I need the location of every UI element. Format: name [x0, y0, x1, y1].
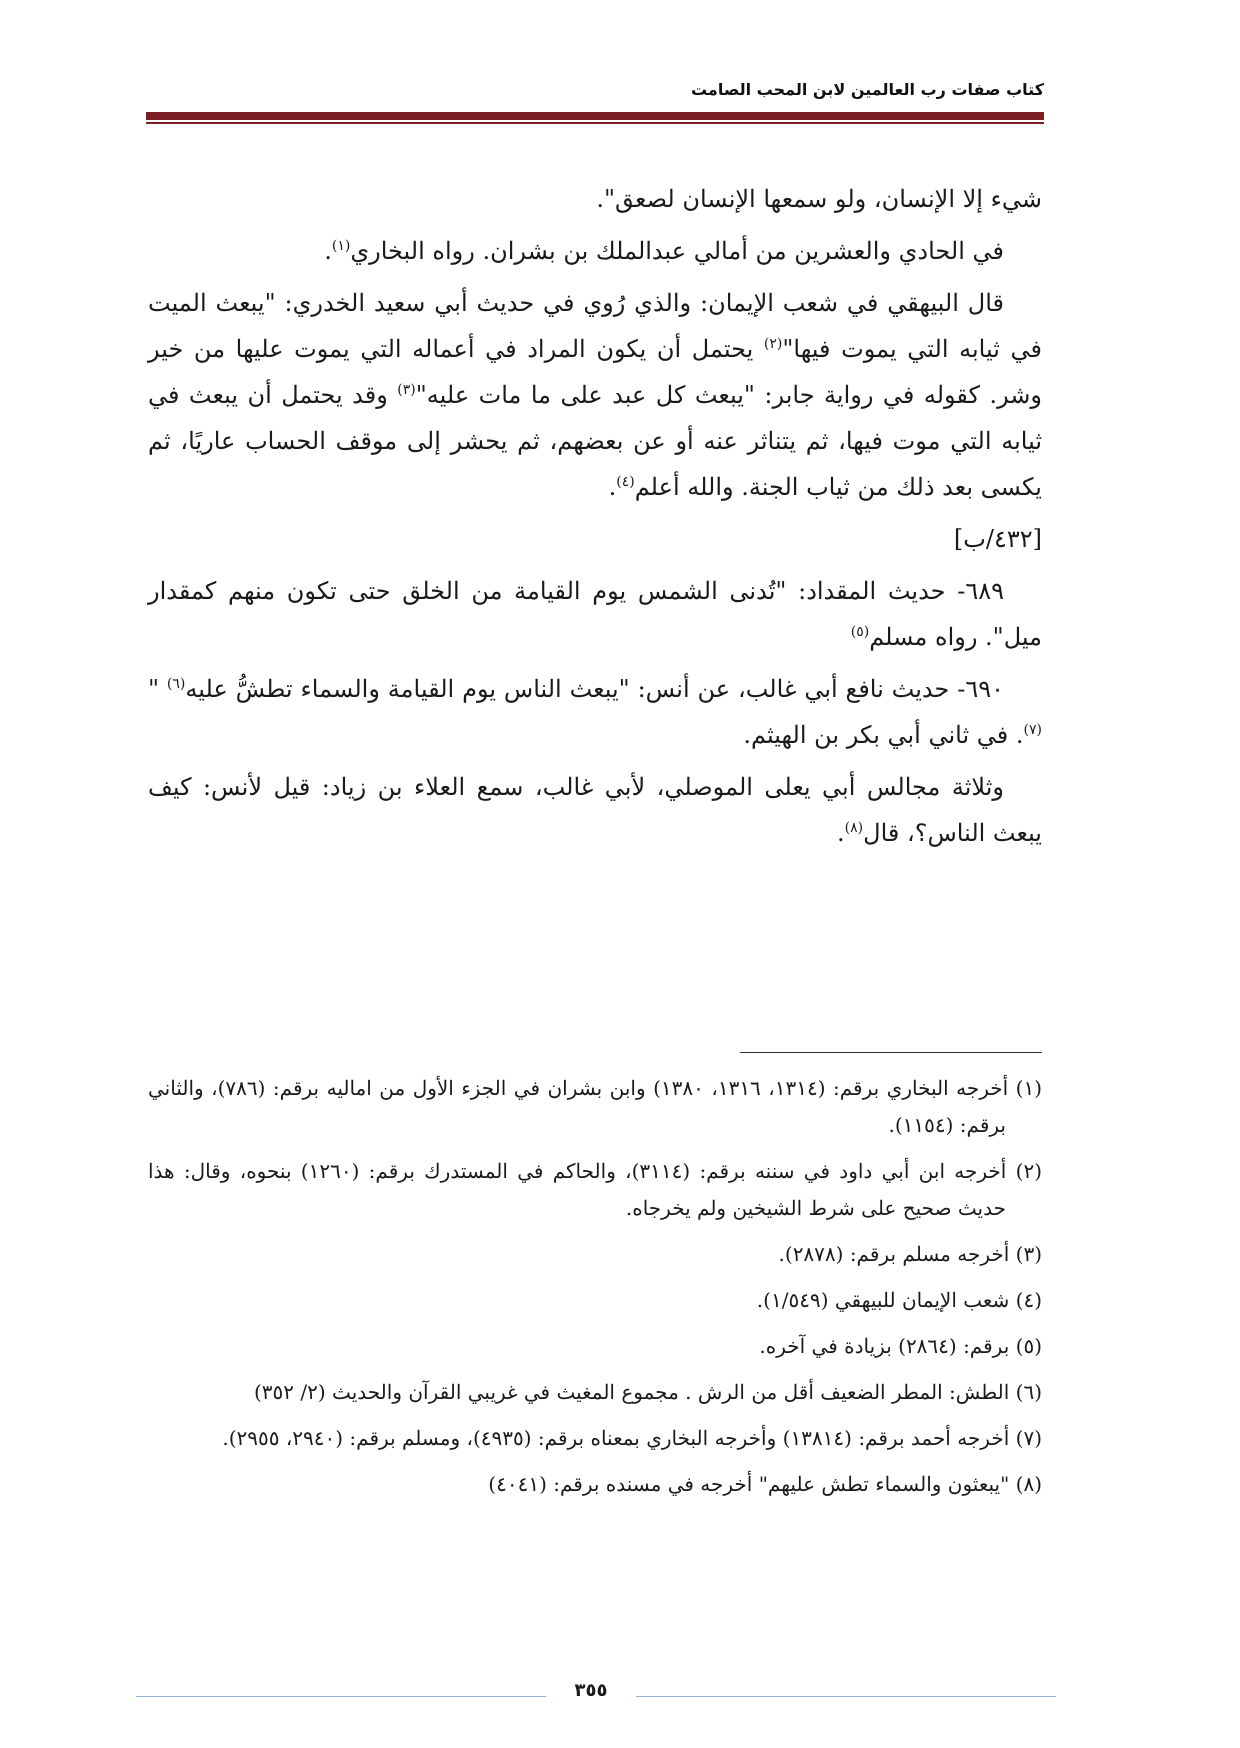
paragraph-continuation	[148, 176, 1042, 222]
footnotes	[148, 1070, 1042, 1512]
page-number: ٣٥٥	[574, 1680, 608, 1701]
footnote-6: (٦) الطش: المطر الضعيف أقل من الرش . مجموع المغيث في غريبي القرآن والحديث (٢/ ٣٥٢)	[253, 1380, 1042, 1404]
paragraph-text: في الحادي والعشرين من أمالي عبدالملك بن بشران. رواه البخاري	[350, 237, 1004, 265]
footnote-3: (٣) أخرجه مسلم برقم: (٢٨٧٨).	[778, 1242, 1042, 1266]
running-header-title: كتاب صفات رب العالمين لابن المحب الصامت	[690, 80, 1044, 99]
footnote-ref: (٥)	[850, 624, 870, 640]
paragraph-text: وثلاثة مجالس أبي يعلى الموصلي، لأبي غالب، سمع العلاء بن زياد: قيل لأنس: كيف يبعث الناس؟، قال	[148, 773, 1042, 847]
main-text	[148, 176, 1042, 862]
paragraph-source	[148, 228, 1042, 274]
footnote-2: (٢) أخرجه ابن أبي داود في سننه برقم: (٣١١٤)، والحاكم في المستدرك برقم: (١٢٦٠) بنحوه، وقال: هذا حديث صحيح على شرط الشيخين ولم يخرجاه.	[148, 1159, 1042, 1220]
footnote-5: (٥) برقم: (٢٨٦٤) بزيادة في آخره.	[759, 1334, 1042, 1358]
footnote-ref: (٤)	[616, 474, 635, 490]
paragraph-abu-yala	[148, 764, 1042, 856]
hadith-690	[148, 666, 1042, 758]
footnote-ref: (٨)	[844, 820, 864, 836]
footnote-ref: (٧)	[1023, 722, 1042, 738]
footnote-ref: (٢)	[763, 336, 783, 352]
header-rule	[146, 112, 1044, 120]
footnote-7: (٧) أخرجه أحمد برقم: (١٣٨١٤) وأخرجه البخاري بمعناه برقم: (٤٩٣٥)، ومسلم برقم: (٢٩٤٠، ٢٩٥٥).	[222, 1426, 1042, 1450]
paragraph-text: يحتمل أن يكون المراد في أعماله التي يموت عليها من خير وشر. كقوله في رواية جابر: "يبعث كل عبد على ما مات عليه"	[148, 335, 1043, 409]
paragraph-text: ٦٩٠- حديث نافع أبي غالب، عن أنس: "يبعث الناس يوم القيامة والسماء تطشُّ عليه	[185, 675, 1004, 703]
footnote-ref: (٦)	[166, 676, 186, 692]
footnote-separator	[740, 1052, 1042, 1053]
punctuation: .	[608, 473, 617, 501]
footnote-1: (١) أخرجه البخاري برقم: (١٣١٤، ١٣١٦، ١٣٨٠) وابن بشران في الجزء الأول من اماليه برقم: (٧٨٦)، والثاني برقم: (١١٥٤).	[148, 1076, 1043, 1137]
hadith-689	[148, 568, 1042, 660]
footer-line-left	[136, 1696, 546, 1697]
paragraph-text: "	[148, 675, 167, 703]
footnote-8: (٨) "يبعثون والسماء تطش عليهم" أخرجه في مسنده برقم: (٤٠٤١)	[488, 1472, 1042, 1496]
header-rule-thin	[146, 122, 1044, 124]
manuscript-folio-marker: [٤٣٢/ب]	[953, 525, 1042, 553]
paragraph-bayhaqi	[148, 280, 1042, 510]
footnote-ref: (٣)	[397, 382, 416, 398]
paragraph-text: ٦٨٩- حديث المقداد: "تُدنى الشمس يوم القيامة من الخلق حتى تكون منهم كمقدار ميل". رواه مسلم	[148, 577, 1042, 651]
punctuation: .	[837, 819, 845, 847]
footer-line-right	[636, 1696, 1056, 1697]
footnote-ref: (١)	[331, 238, 351, 254]
paragraph-text: وقد يحتمل أن يبعث في ثيابه التي موت فيها، ثم يتناثر عنه أو عن بعضهم، ثم يحشر إلى موقف الحساب عاريًا، ثم يكسى بعد ذلك من ثياب الجنة. والله أعلم	[148, 381, 1042, 501]
paragraph-text: شيء إلا الإنسان، ولو سمعها الإنسان لصعق".	[596, 185, 1042, 213]
paragraph-text: . في ثاني أبي بكر بن الهيثم.	[743, 721, 1024, 749]
paragraph-text: قال البيهقي في شعب الإيمان: والذي رُوي في حديث أبي سعيد الخدري: "يبعث الميت في ثيابه التي يموت فيها"	[148, 289, 1042, 363]
punctuation: .	[324, 237, 332, 265]
footnote-4: (٤) شعب الإيمان للبيهقي (١/٥٤٩).	[756, 1288, 1042, 1312]
